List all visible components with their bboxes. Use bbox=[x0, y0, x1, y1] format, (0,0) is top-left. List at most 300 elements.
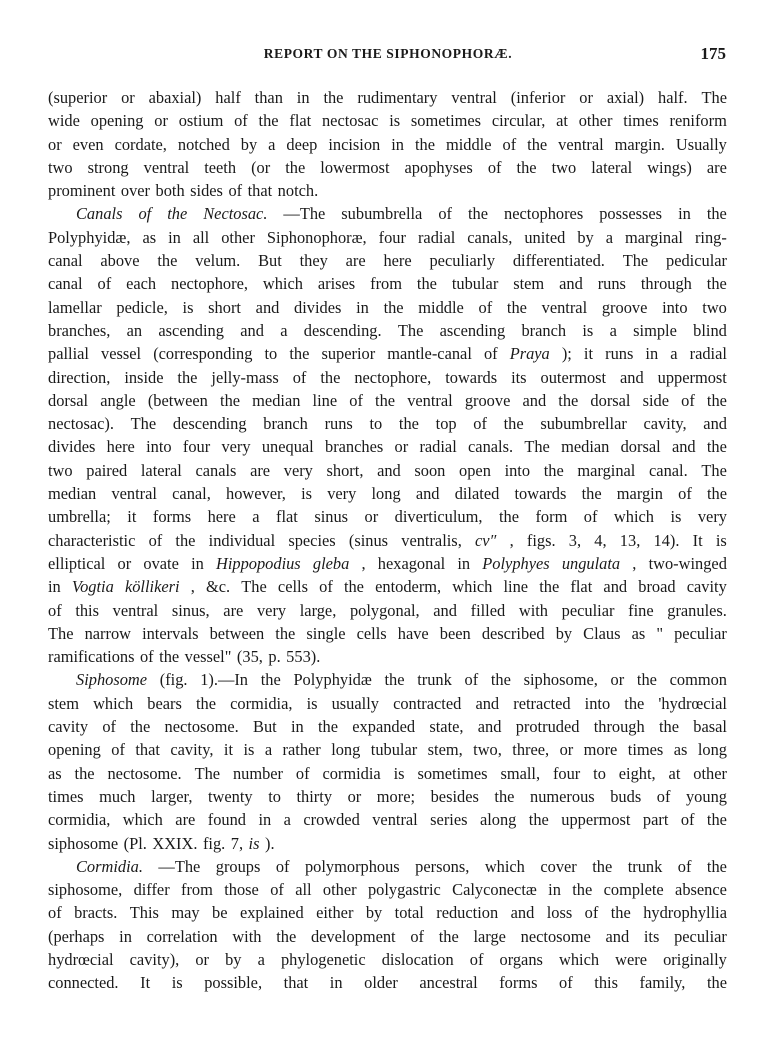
word: it bbox=[127, 507, 137, 527]
word: from bbox=[370, 274, 402, 294]
word: ventral bbox=[143, 157, 190, 177]
word: But bbox=[258, 251, 282, 271]
word: dorsal bbox=[590, 390, 631, 410]
word: which bbox=[452, 577, 493, 597]
word: the bbox=[438, 926, 459, 946]
word: cv″ bbox=[475, 530, 497, 550]
word: dorsal bbox=[620, 437, 661, 457]
word: long bbox=[371, 484, 401, 504]
word: of bbox=[559, 973, 573, 993]
word: twenty bbox=[208, 786, 253, 806]
word: other bbox=[322, 880, 357, 900]
word: or bbox=[154, 111, 168, 131]
word: the bbox=[706, 437, 727, 457]
word: long bbox=[331, 740, 361, 760]
word: Nectosac. bbox=[203, 204, 268, 224]
word: canal bbox=[48, 251, 83, 271]
word: marginal bbox=[624, 227, 683, 247]
word: (fig. bbox=[159, 670, 188, 690]
word: subumbrellar bbox=[540, 414, 627, 434]
word: köllikeri bbox=[124, 577, 180, 597]
word: a bbox=[257, 949, 265, 969]
word: Polyphyidæ bbox=[293, 670, 372, 690]
word: towards bbox=[514, 484, 567, 504]
word: margin bbox=[616, 484, 663, 504]
word: to bbox=[369, 414, 383, 434]
word: of bbox=[583, 507, 598, 527]
word: (inferior bbox=[510, 88, 566, 107]
word: cells bbox=[356, 623, 387, 643]
word: or bbox=[195, 949, 209, 969]
word: granules. bbox=[667, 600, 727, 620]
word: of bbox=[275, 856, 290, 876]
word: half bbox=[215, 88, 241, 107]
word: or bbox=[364, 507, 379, 527]
word: by bbox=[365, 903, 383, 923]
text-line bbox=[48, 272, 727, 295]
text-line bbox=[48, 156, 727, 179]
word: polymorphous bbox=[304, 856, 400, 876]
word: deep bbox=[286, 134, 318, 154]
word: ascending bbox=[158, 320, 224, 340]
word: nectosome. bbox=[164, 717, 239, 737]
word: vessel" bbox=[184, 647, 232, 667]
word: or bbox=[121, 88, 135, 107]
word: pedicle, bbox=[116, 297, 168, 317]
word: hexagonal bbox=[377, 553, 446, 573]
word: the bbox=[467, 204, 489, 224]
text-line bbox=[48, 925, 727, 948]
text-line bbox=[48, 808, 727, 831]
word: reniform bbox=[669, 111, 727, 131]
word: however, bbox=[226, 484, 286, 504]
word: of bbox=[97, 274, 112, 294]
word: with bbox=[232, 926, 262, 946]
text-line bbox=[48, 762, 727, 785]
word: in bbox=[548, 880, 561, 900]
word: cells bbox=[277, 577, 308, 597]
word: and bbox=[620, 367, 644, 387]
word: and bbox=[477, 717, 502, 737]
word: is bbox=[670, 507, 682, 527]
word: ventral bbox=[111, 484, 157, 504]
text-line bbox=[48, 459, 727, 482]
word: branch bbox=[521, 320, 567, 340]
word: inside bbox=[124, 367, 164, 387]
word: been bbox=[439, 623, 471, 643]
word: 13, bbox=[619, 530, 641, 550]
word: the bbox=[543, 460, 564, 480]
word: branches bbox=[325, 437, 384, 457]
word: or bbox=[579, 88, 593, 107]
word: each bbox=[126, 274, 157, 294]
word: &c. bbox=[206, 577, 231, 597]
word: ostium bbox=[178, 111, 224, 131]
word: cormidia, bbox=[48, 810, 111, 830]
word: more; bbox=[376, 786, 416, 806]
word: of bbox=[487, 157, 502, 177]
word: crowded bbox=[303, 810, 360, 830]
word: , bbox=[632, 553, 637, 573]
word: trunk bbox=[417, 670, 452, 690]
word: sinus, bbox=[171, 600, 210, 620]
word: the bbox=[706, 204, 727, 224]
word: of bbox=[139, 647, 154, 667]
word: the bbox=[157, 251, 178, 271]
word: apophyses bbox=[404, 157, 473, 177]
word: of bbox=[410, 926, 424, 946]
word: or bbox=[394, 437, 409, 457]
word: a bbox=[252, 507, 260, 527]
text-line bbox=[48, 948, 727, 971]
word: the bbox=[490, 670, 511, 690]
word: the bbox=[177, 367, 198, 387]
word: stem bbox=[513, 274, 545, 294]
word: a bbox=[283, 810, 291, 830]
word: two bbox=[48, 157, 73, 177]
word: differentiated. bbox=[512, 251, 605, 271]
word: of bbox=[228, 181, 243, 201]
word: strong bbox=[87, 157, 129, 177]
word: buds bbox=[610, 786, 642, 806]
word: and bbox=[522, 390, 547, 410]
word: usually bbox=[331, 693, 379, 713]
word: the bbox=[416, 274, 437, 294]
word: of bbox=[677, 856, 692, 876]
word: into bbox=[662, 297, 688, 317]
text-line bbox=[48, 599, 727, 622]
word: forms bbox=[152, 507, 192, 527]
word: the bbox=[317, 717, 339, 737]
word: of bbox=[656, 786, 671, 806]
word: this bbox=[75, 600, 99, 620]
word: uppermost bbox=[657, 367, 727, 387]
word: into bbox=[584, 693, 611, 713]
word: or bbox=[48, 134, 62, 154]
word: groove bbox=[601, 297, 648, 317]
word: Usually bbox=[675, 134, 727, 154]
word: and bbox=[255, 297, 280, 317]
word: into bbox=[146, 437, 172, 457]
word: complete bbox=[603, 880, 664, 900]
word: two bbox=[551, 157, 577, 177]
word: may bbox=[171, 903, 200, 923]
word: which bbox=[559, 949, 600, 969]
word: 1).—In bbox=[200, 670, 248, 690]
word: 553). bbox=[286, 647, 321, 667]
word: figs. bbox=[526, 530, 556, 550]
word: which bbox=[122, 810, 163, 830]
word: basal bbox=[693, 717, 727, 737]
word: (or bbox=[251, 157, 271, 177]
word: very bbox=[221, 437, 251, 457]
word: tubular bbox=[370, 740, 418, 760]
word: by bbox=[577, 227, 594, 247]
text-line bbox=[48, 575, 727, 598]
word: tubular bbox=[451, 274, 499, 294]
word: ventral bbox=[372, 810, 418, 830]
word: by bbox=[555, 623, 573, 643]
word: ancestral bbox=[419, 973, 478, 993]
word: canals, bbox=[467, 227, 513, 247]
word: of bbox=[138, 204, 152, 224]
word: ventral bbox=[451, 88, 497, 107]
word: The bbox=[622, 251, 649, 271]
word: subumbrella bbox=[341, 204, 423, 224]
word: runs bbox=[605, 344, 634, 364]
word: nectosac). bbox=[48, 414, 114, 434]
word: lamellar bbox=[48, 297, 102, 317]
word: towards bbox=[445, 367, 498, 387]
word: side bbox=[642, 390, 670, 410]
word: of bbox=[319, 577, 333, 597]
word: superior bbox=[321, 344, 376, 364]
word: (corresponding bbox=[153, 344, 253, 364]
text-line bbox=[48, 179, 727, 202]
word: as bbox=[48, 763, 62, 783]
word: phylogenetic bbox=[280, 949, 366, 969]
word: very bbox=[283, 460, 313, 480]
word: ). bbox=[264, 833, 275, 853]
word: the bbox=[260, 670, 281, 690]
word: correlation bbox=[146, 926, 218, 946]
word: is bbox=[171, 973, 183, 993]
word: The bbox=[524, 437, 550, 457]
word: this bbox=[594, 973, 618, 993]
word: common bbox=[669, 670, 727, 690]
word: rudimentary bbox=[357, 88, 438, 107]
word: very bbox=[256, 600, 287, 620]
word: the bbox=[706, 973, 727, 993]
word: have bbox=[397, 623, 429, 643]
word: the bbox=[610, 903, 631, 923]
word: branches, bbox=[48, 320, 111, 340]
word: velum. bbox=[195, 251, 241, 271]
word: is bbox=[306, 693, 318, 713]
word: a bbox=[609, 320, 617, 340]
word: which bbox=[613, 507, 654, 527]
word: and bbox=[415, 484, 440, 504]
word: The bbox=[397, 320, 424, 340]
word: line bbox=[503, 577, 529, 597]
word: between bbox=[209, 623, 265, 643]
word: single bbox=[306, 623, 346, 643]
word: bears bbox=[147, 693, 182, 713]
word: lateral bbox=[140, 460, 182, 480]
word: nectosome. bbox=[107, 763, 182, 783]
word: or bbox=[117, 553, 132, 573]
word: intervals bbox=[142, 623, 199, 643]
word: notch. bbox=[277, 181, 319, 201]
word: median bbox=[252, 390, 301, 410]
word: the bbox=[414, 134, 435, 154]
word: reduction bbox=[436, 903, 499, 923]
word: part bbox=[642, 810, 669, 830]
word: lateral bbox=[591, 157, 633, 177]
word: Cormidia. bbox=[76, 856, 143, 876]
word: in bbox=[356, 297, 369, 317]
text-line bbox=[48, 529, 727, 552]
word: direction, bbox=[48, 367, 111, 387]
word: differ bbox=[133, 880, 170, 900]
text-line bbox=[48, 389, 727, 412]
word: the bbox=[706, 484, 727, 504]
word: and bbox=[605, 926, 630, 946]
word: line bbox=[312, 390, 338, 410]
word: of bbox=[270, 880, 284, 900]
word: or bbox=[347, 786, 362, 806]
word: Vogtia bbox=[71, 577, 114, 597]
word: protruded bbox=[515, 717, 580, 737]
word: of bbox=[584, 903, 599, 923]
word: siphosome bbox=[48, 833, 119, 853]
word: 'hydrœcial bbox=[658, 693, 727, 713]
word: small, bbox=[500, 763, 541, 783]
word: soon bbox=[414, 460, 446, 480]
word: bracts. bbox=[74, 903, 118, 923]
running-title: REPORT ON THE SIPHONOPHORÆ. bbox=[263, 46, 513, 61]
word: large bbox=[473, 926, 506, 946]
word: trunk bbox=[627, 856, 663, 876]
word: divides bbox=[294, 297, 342, 317]
word: from bbox=[181, 880, 213, 900]
word: the bbox=[258, 111, 279, 131]
word: of bbox=[469, 949, 484, 969]
word: the bbox=[503, 414, 524, 434]
word: here bbox=[207, 507, 236, 527]
word: (superior bbox=[48, 88, 108, 107]
word: ovate bbox=[143, 553, 179, 573]
text-line bbox=[48, 738, 727, 761]
word: half. bbox=[658, 88, 688, 107]
word: larger, bbox=[151, 786, 193, 806]
word: (sinus bbox=[348, 530, 389, 550]
word: family, bbox=[639, 973, 686, 993]
word: teeth bbox=[204, 157, 237, 177]
word: the bbox=[572, 880, 593, 900]
word: the bbox=[285, 157, 306, 177]
word: descending. bbox=[303, 320, 382, 340]
text-line bbox=[48, 249, 727, 272]
word: the bbox=[658, 717, 679, 737]
word: of bbox=[438, 204, 452, 224]
word: at bbox=[556, 111, 568, 131]
word: the bbox=[384, 670, 405, 690]
word: described bbox=[481, 623, 545, 643]
word: groups bbox=[215, 856, 261, 876]
word: filled bbox=[470, 600, 506, 620]
word: of bbox=[678, 484, 692, 504]
word: of bbox=[464, 670, 479, 690]
word: simple bbox=[633, 320, 677, 340]
word: in bbox=[457, 553, 471, 573]
word: the bbox=[159, 647, 180, 667]
word: the bbox=[343, 577, 364, 597]
word: (between bbox=[147, 390, 208, 410]
word: by bbox=[240, 134, 258, 154]
word: pallial bbox=[48, 344, 89, 364]
word: are bbox=[175, 810, 196, 830]
word: short bbox=[208, 297, 241, 317]
word: runs bbox=[597, 274, 626, 294]
word: narrow bbox=[84, 623, 131, 643]
word: mantle-canal bbox=[387, 344, 472, 364]
word: and bbox=[377, 460, 401, 480]
word: —The bbox=[158, 856, 201, 876]
text-line bbox=[48, 505, 727, 528]
word: the bbox=[624, 693, 645, 713]
word: total bbox=[394, 903, 424, 923]
word: they bbox=[299, 251, 328, 271]
word: dislocation bbox=[381, 949, 454, 969]
word: more bbox=[583, 740, 618, 760]
word: over bbox=[120, 181, 150, 201]
word: margin. bbox=[614, 134, 665, 154]
word: connected. bbox=[48, 973, 119, 993]
word: the bbox=[275, 623, 296, 643]
text-line bbox=[48, 785, 727, 808]
word: and bbox=[433, 600, 457, 620]
word: the bbox=[320, 367, 341, 387]
word: persons, bbox=[415, 856, 470, 876]
word: the bbox=[276, 926, 297, 946]
word: of bbox=[295, 763, 310, 783]
word: Siphonophoræ, bbox=[266, 227, 367, 247]
word: , bbox=[190, 577, 195, 597]
word: median bbox=[48, 484, 97, 504]
word: the bbox=[539, 577, 560, 597]
word: sometimes bbox=[410, 111, 482, 131]
word: besides bbox=[430, 786, 479, 806]
word: nectophore, bbox=[171, 274, 248, 294]
word: divides bbox=[48, 437, 96, 457]
text-line bbox=[48, 668, 727, 691]
word: " bbox=[656, 623, 664, 643]
word: short, bbox=[326, 460, 364, 480]
word: ventral bbox=[541, 297, 588, 317]
word: opening bbox=[48, 740, 101, 760]
word: and bbox=[475, 693, 500, 713]
word: radial bbox=[417, 227, 456, 247]
word: the bbox=[167, 204, 188, 224]
word: the bbox=[195, 693, 216, 713]
word: series bbox=[430, 810, 468, 830]
word: the bbox=[636, 670, 657, 690]
word: and bbox=[703, 414, 727, 434]
word: four bbox=[182, 437, 211, 457]
word: either bbox=[316, 903, 354, 923]
word: is bbox=[248, 833, 260, 853]
word: ventral bbox=[112, 600, 159, 620]
word: were bbox=[615, 949, 648, 969]
word: possesses bbox=[599, 204, 663, 224]
word: are bbox=[706, 157, 727, 177]
word: cormidia bbox=[322, 763, 381, 783]
word: all bbox=[295, 880, 312, 900]
word: the bbox=[398, 414, 419, 434]
word: forms bbox=[499, 973, 538, 993]
word: the bbox=[706, 856, 727, 876]
word: branch bbox=[263, 414, 308, 434]
word: the bbox=[323, 88, 344, 107]
word: as bbox=[673, 740, 688, 760]
word: peculiar bbox=[674, 926, 727, 946]
text-line bbox=[48, 226, 727, 249]
word: canals. bbox=[468, 437, 514, 457]
word: which bbox=[93, 693, 134, 713]
word: incision bbox=[328, 134, 381, 154]
word: the bbox=[494, 786, 515, 806]
